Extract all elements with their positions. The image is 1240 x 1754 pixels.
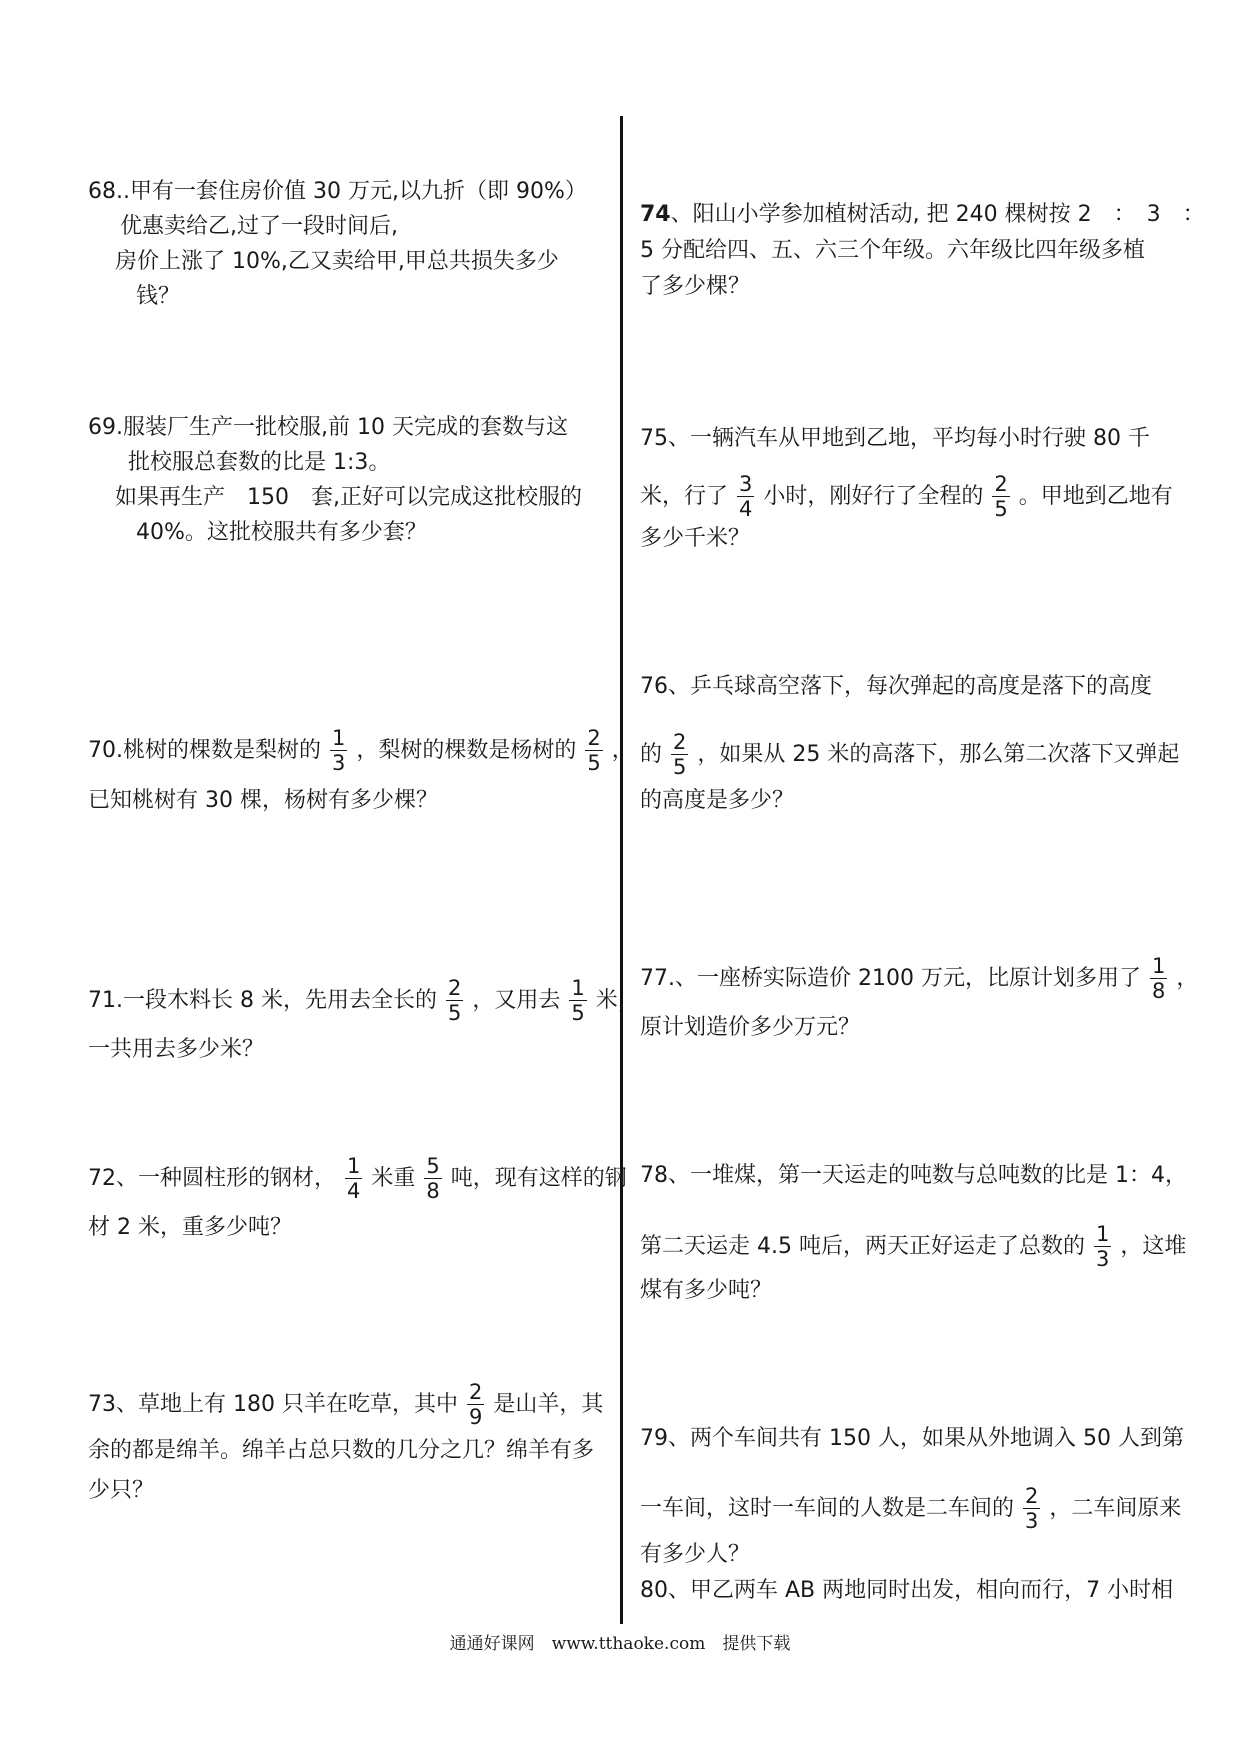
q75-text-a: 米，行了 [640,483,729,509]
page-footer: 通通好课网 www.tthaoke.com 提供下载 [449,1634,791,1654]
fraction [992,472,1009,521]
q70-text-b: ，梨树的棵数是杨树的 [356,737,577,763]
q74-line-1 [640,200,1205,230]
q75-line-3: 多少千米？ [640,526,751,551]
q72-text-b: 米重 [371,1165,416,1191]
q77-line-2: 原计划造价多少万元？ [640,1015,861,1040]
q75-line-1: 75、一辆汽车从甲地到乙地，平均每小时行驶 80 千 [640,426,1150,451]
fraction-denominator: 8 [426,1179,440,1203]
q69-line-2: 批校服总套数的比是 1:3。 [128,450,391,475]
fraction-denominator: 5 [447,1001,462,1025]
q73-line-1 [88,1380,603,1429]
fraction [1094,1222,1111,1271]
q74-number: 74 [640,202,671,227]
fraction-numerator: 1 [1095,1222,1110,1246]
column-divider [620,116,623,1624]
fraction-numerator: 2 [468,1380,483,1404]
q77-text-a: 77.、一座桥实际造价 2100 万元，比原计划多用了 [640,965,1141,991]
fraction [569,976,586,1025]
q71-text-a: 71.一段木料长 8 米，先用去全长的 [88,987,437,1013]
q70-text-c: ， [611,737,634,763]
q72-text-c: 吨，现有这样的钢 [450,1165,627,1191]
fraction-denominator: 3 [1025,1509,1039,1533]
fraction-numerator: 3 [739,472,753,496]
fraction-numerator: 5 [426,1154,440,1178]
fraction-denominator: 4 [347,1179,361,1203]
q69-line-3: 如果再生产 150 套,正好可以完成这批校服的 [115,485,582,510]
fraction [1023,1484,1040,1533]
fraction-denominator: 5 [571,1001,585,1025]
q71-text-b: ，又用去 [472,987,561,1013]
fraction-denominator: 9 [468,1405,483,1429]
q72-line-2: 材 2 米，重多少吨？ [88,1215,292,1240]
q68-line-2: 优惠卖给乙,过了一段时间后, [120,214,398,239]
q76-line-3: 的高度是多少？ [640,788,795,813]
q74-text: 、阳山小学参加植树活动, 把 240 棵树按 2 ： 3 ： [670,202,1205,227]
q76-text-a: 的 [640,741,663,767]
q78-text-b: ，这堆 [1120,1233,1187,1259]
q79-text-b: ，二车间原来 [1049,1495,1182,1521]
q74-line-3: 了多少棵？ [640,274,751,299]
fraction-denominator: 3 [1095,1247,1110,1271]
q72-line-1 [88,1154,627,1203]
fraction-numerator: 1 [332,726,346,750]
q68-line-4: 钱？ [136,284,181,309]
q72-text-a: 72、一种圆柱形的钢材， [88,1165,336,1191]
fraction [671,730,688,779]
fraction-denominator: 5 [673,755,687,779]
fraction-numerator: 2 [994,472,1008,496]
q69-line-4: 40%。这批校服共有多少套？ [136,520,427,545]
fraction-denominator: 4 [739,497,753,521]
q77-text-b: ， [1176,965,1199,991]
fraction [737,472,754,521]
q70-line-1 [88,726,634,775]
fraction [424,1154,441,1203]
q68-line-3: 房价上涨了 10%,乙又卖给甲,甲总共损失多少 [115,249,559,274]
fraction-denominator: 5 [587,751,601,775]
q78-text-a: 第二天运走 4.5 吨后，两天正好运走了总数的 [640,1233,1085,1259]
fraction [1150,954,1167,1003]
fraction-denominator: 3 [332,751,346,775]
fraction [585,726,602,775]
fraction-denominator: 5 [994,497,1008,521]
q76-text-b: ，如果从 25 米的高落下，那么第二次落下又弹起 [697,741,1180,767]
fraction [446,976,463,1025]
q73-line-3: 少只？ [88,1478,155,1503]
q78-line-1: 78、一堆煤，第一天运走的吨数与总吨数的比是 1：4， [640,1163,1187,1188]
q77-line-1 [640,954,1198,1003]
q68-line-1: 68..甲有一套住房价值 30 万元,以九折（即 90%） [88,179,587,204]
q75-line-2 [640,472,1173,521]
q78-line-3: 煤有多少吨？ [640,1278,773,1303]
fraction-numerator: 1 [347,1154,361,1178]
q78-line-2 [640,1222,1186,1271]
fraction-numerator: 1 [1151,954,1166,978]
fraction-numerator: 2 [673,730,687,754]
fraction-denominator: 8 [1151,979,1166,1003]
q79-line-2 [640,1484,1181,1533]
q73-text-a: 73、草地上有 180 只羊在吃草，其中 [88,1391,458,1417]
q76-line-1: 76、乒乓球高空落下，每次弹起的高度是落下的高度 [640,674,1152,699]
fraction-numerator: 1 [571,976,585,1000]
fraction-numerator: 2 [1025,1484,1039,1508]
fraction [467,1380,484,1429]
fraction-numerator: 2 [587,726,601,750]
q79-text-a: 一车间，这时一车间的人数是二车间的 [640,1495,1015,1521]
fraction-numerator: 2 [447,976,462,1000]
fraction [345,1154,362,1203]
q71-line-2: 一共用去多少米？ [88,1037,265,1062]
q79-line-3: 有多少人？ [640,1542,751,1567]
q69-line-1: 69.服装厂生产一批校服,前 10 天完成的套数与这 [88,415,568,440]
q74-line-2: 5 分配给四、五、六三个年级。六年级比四年级多植 [640,238,1145,263]
q70-text-a: 70.桃树的棵数是梨树的 [88,737,321,763]
q80-line-1: 80、甲乙两车 AB 两地同时出发，相向而行，7 小时相 [640,1578,1174,1603]
q76-line-2 [640,730,1179,779]
fraction [330,726,347,775]
q75-text-b: 小时，刚好行了全程的 [763,483,984,509]
q71-line-1 [88,976,640,1025]
q75-text-c: 。甲地到乙地有 [1018,483,1173,509]
q70-line-2: 已知桃树有 30 棵，杨树有多少棵？ [88,788,438,813]
q71-text-c: 米， [595,987,640,1013]
q73-text-b: 是山羊，其 [493,1391,604,1417]
q79-line-1: 79、两个车间共有 150 人，如果从外地调入 50 人到第 [640,1426,1184,1451]
q73-line-2: 余的都是绵羊。绵羊占总只数的几分之几？绵羊有多 [88,1438,595,1463]
